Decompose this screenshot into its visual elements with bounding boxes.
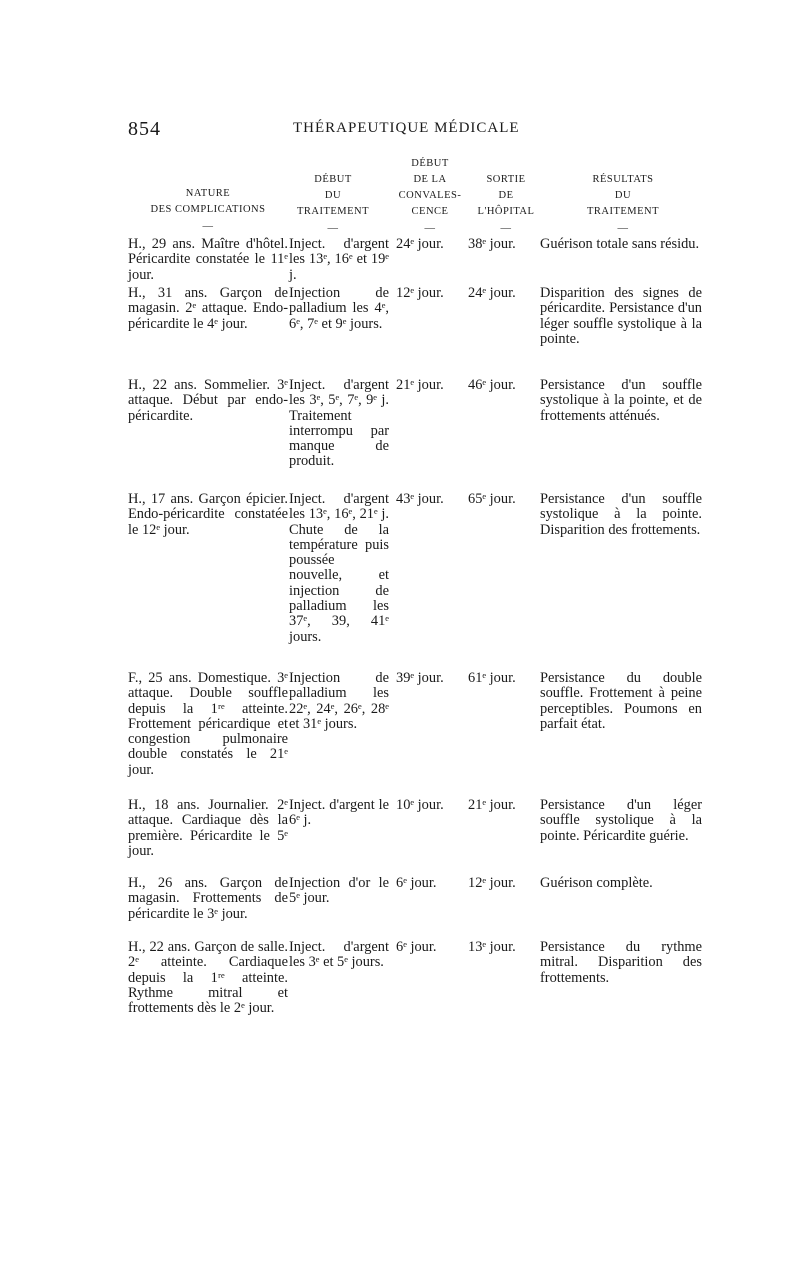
- column-headers: [128, 160, 698, 240]
- table-row: [128, 797, 702, 876]
- cell-nature: H., 29 ans. Maître d'hôtel. Péricardite constatée le 11ᵉ jour.: [128, 236, 288, 283]
- running-title: THÉRAPEUTIQUE MÉDICALE: [293, 120, 520, 136]
- cell-debut-traitement: Inject. d'argent les 3ᵉ, 5ᵉ, 7ᵉ, 9ᵉ j. Traitement interrompu par manque de produit.: [289, 377, 389, 470]
- debut-traitement-dash: —: [327, 223, 339, 234]
- cell-nature: H., 22 ans. Sommelier. 3ᵉ attaque. Début par endo-péricardite.: [128, 377, 288, 424]
- sortie-line-1: SORTIE: [486, 174, 526, 185]
- cell-debut-convalescence: 21ᵉ jour.: [396, 377, 444, 393]
- cell-resultats: Persistance du rythme mitral. Disparition des frottements.: [540, 939, 702, 986]
- cell-debut-traitement: Injection de palladium les 22ᵉ, 24ᵉ, 26ᵉ, 28ᵉ et 31ᵉ jours.: [289, 670, 389, 732]
- cell-debut-convalescence: 12ᵉ jour.: [396, 285, 444, 301]
- nature-dash: —: [202, 221, 214, 232]
- cell-nature: F., 25 ans. Domestique. 3ᵉ attaque. Double souffle depuis la 1ʳᵉ atteinte. Frottement péricardique et congestion pulmonaire double constatés le 21ᵉ jour.: [128, 670, 288, 778]
- cell-sortie: 13ᵉ jour.: [468, 939, 516, 955]
- table-row: [128, 876, 698, 940]
- cell-sortie: 24ᵉ jour.: [468, 285, 516, 301]
- cell-sortie: 65ᵉ jour.: [468, 491, 516, 507]
- page-header: [128, 118, 688, 142]
- convalescence-line-4: CENCE: [411, 206, 449, 217]
- cell-nature: H., 31 ans. Garçon de magasin. 2ᵉ attaque. Endo-péricardite le 4ᵉ jour.: [128, 285, 288, 332]
- cell-debut-traitement: Inject. d'argent les 13ᵉ, 16ᵉ et 19ᵉ j.: [289, 236, 389, 283]
- table-row: [128, 939, 702, 1040]
- cell-debut-traitement: Inject. d'argent les 3ᵉ et 5ᵉ jours.: [289, 939, 389, 971]
- cell-resultats: Persistance d'un léger souffle systolique à la pointe. Péricardite guérie.: [540, 797, 702, 844]
- resultats-line-3: TRAITEMENT: [586, 206, 660, 217]
- resultats-line-2: DU: [614, 190, 632, 201]
- sortie-line-2: DE: [498, 190, 514, 201]
- column-header-resultats: [548, 172, 698, 234]
- sortie-line-3: L'HÔPITAL: [477, 206, 535, 217]
- nature-line-1: NATURE: [185, 188, 231, 199]
- convalescence-line-1: DÉBUT: [411, 158, 449, 169]
- cell-debut-convalescence: 10ᵉ jour.: [396, 797, 444, 813]
- cell-sortie: 46ᵉ jour.: [468, 377, 516, 393]
- resultats-line-1: RÉSULTATS: [592, 174, 654, 185]
- table-row: [128, 377, 702, 492]
- cell-resultats: Disparition des signes de péricardite. Persistance d'un léger souffle systolique à la pointe.: [540, 285, 702, 347]
- cell-debut-convalescence: 39ᵉ jour.: [396, 670, 444, 686]
- cell-resultats: Persistance du double souffle. Frottement à peine perceptibles. Poumons en parfait état.: [540, 670, 702, 732]
- cell-sortie: 21ᵉ jour.: [468, 797, 516, 813]
- cell-resultats: Persistance d'un souffle systolique à la pointe. Disparition des frottements.: [540, 491, 702, 538]
- debut-traitement-line-2: DU: [324, 190, 342, 201]
- cell-debut-traitement: Injection d'or le 5ᵉ jour.: [289, 875, 389, 907]
- cell-resultats: Persistance d'un souffle systolique à la pointe, et de frottements atténués.: [540, 377, 702, 424]
- cell-debut-convalescence: 6ᵉ jour.: [396, 939, 437, 955]
- debut-traitement-line-3: TRAITEMENT: [296, 206, 370, 217]
- debut-traitement-line-1: DÉBUT: [314, 174, 352, 185]
- column-header-debut-convalescence: [390, 156, 470, 234]
- cell-nature: H., 26 ans. Garçon de magasin. Frottements de péricardite le 3ᵉ jour.: [128, 875, 288, 922]
- sortie-dash: —: [500, 223, 512, 234]
- table-row: [128, 491, 702, 671]
- cell-debut-traitement: Inject. d'argent les 13ᵉ, 16ᵉ, 21ᵉ j. Chute de la température puis poussée nouvelle, et injection de palladium les 37ᵉ, 39, 41ᵉ jours.: [289, 491, 389, 645]
- cell-sortie: 61ᵉ jour.: [468, 670, 516, 686]
- table-row: [128, 285, 702, 378]
- nature-line-2: DES COMPLICATIONS: [150, 204, 266, 215]
- cell-nature: H., 22 ans. Garçon de salle. 2ᵉ atteinte. Cardiaque depuis la 1ʳᵉ atteinte. Rythme mitral et frottements dès le 2ᵉ jour.: [128, 939, 288, 1017]
- convalescence-dash: —: [424, 223, 436, 234]
- cell-debut-convalescence: 24ᵉ jour.: [396, 236, 444, 252]
- resultats-dash: —: [617, 223, 629, 234]
- cell-sortie: 38ᵉ jour.: [468, 236, 516, 252]
- column-header-debut-traitement: [278, 172, 388, 234]
- table-row: [128, 237, 698, 286]
- column-header-sortie: [466, 172, 546, 234]
- cell-debut-traitement: Inject. d'argent le 6ᵉ j.: [289, 797, 389, 829]
- table-row: [128, 670, 702, 798]
- cell-debut-convalescence: 6ᵉ jour.: [396, 875, 437, 891]
- cell-debut-traitement: Injection de palladium les 4ᵉ, 6ᵉ, 7ᵉ et 9ᵉ jours.: [289, 285, 389, 332]
- cell-resultats: Guérison totale sans résidu.: [540, 236, 700, 252]
- convalescence-line-2: DE LA: [413, 174, 447, 185]
- cell-sortie: 12ᵉ jour.: [468, 875, 516, 891]
- convalescence-line-3: CONVALES-: [398, 190, 462, 201]
- cell-nature: H., 18 ans. Journalier. 2ᵉ attaque. Cardiaque dès la première. Péricardite le 5ᵉ jour.: [128, 797, 288, 859]
- column-header-nature: [128, 186, 288, 232]
- cell-resultats: Guérison complète.: [540, 875, 653, 891]
- cell-nature: H., 17 ans. Garçon épicier. Endo-péricardite constatée le 12ᵉ jour.: [128, 491, 288, 538]
- page-number: 854: [128, 118, 161, 140]
- cell-debut-convalescence: 43ᵉ jour.: [396, 491, 444, 507]
- complications-table: [128, 236, 702, 1040]
